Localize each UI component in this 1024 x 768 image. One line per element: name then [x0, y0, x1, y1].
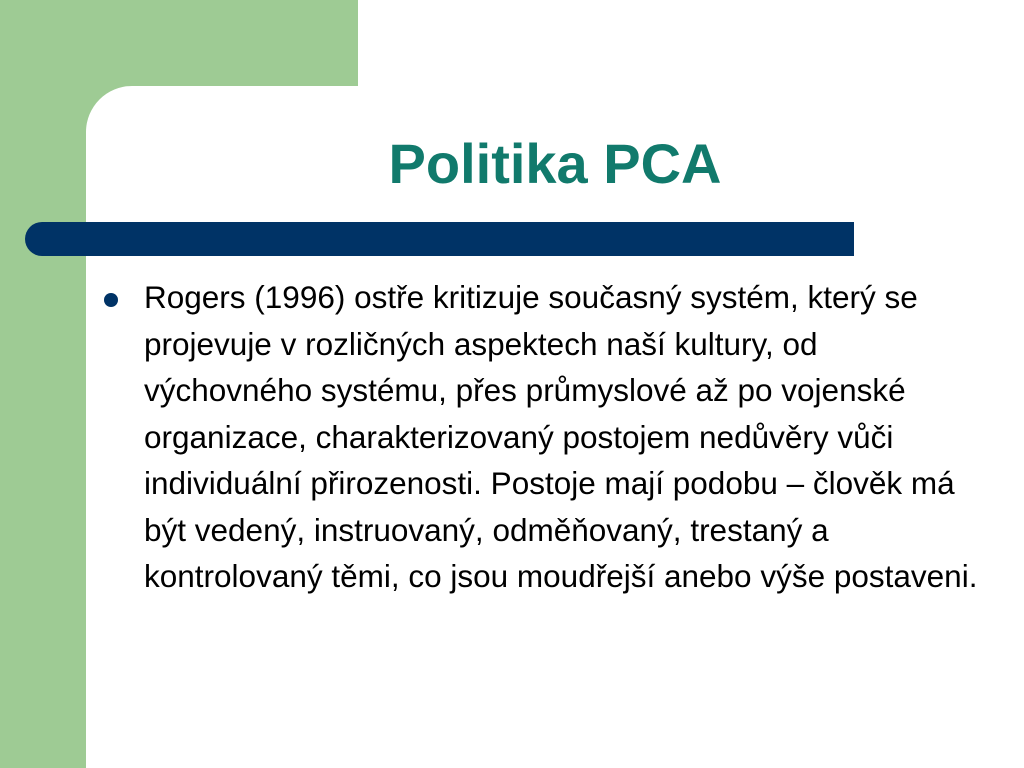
slide-body	[104, 274, 994, 600]
bullet-item	[104, 274, 994, 600]
bullet-dot-icon	[104, 293, 118, 307]
bullet-text: Rogers (1996) ostře kritizuje současný systém, který se projevuje v rozličných aspektech naší kultury, od výchovného systému, přes průmyslové až po vojenské organizace, charakterizovaný postojem nedůvěry vůči individuální přirozenosti. Postoje mají podobu – člověk má být vedený, instruovaný, odměňovaný, trestaný a kontrolovaný těmi, co jsou moudřejší anebo výše postaveni.	[144, 279, 978, 594]
slide-title: Politika PCA	[388, 132, 722, 195]
title-divider-bar	[25, 222, 854, 256]
